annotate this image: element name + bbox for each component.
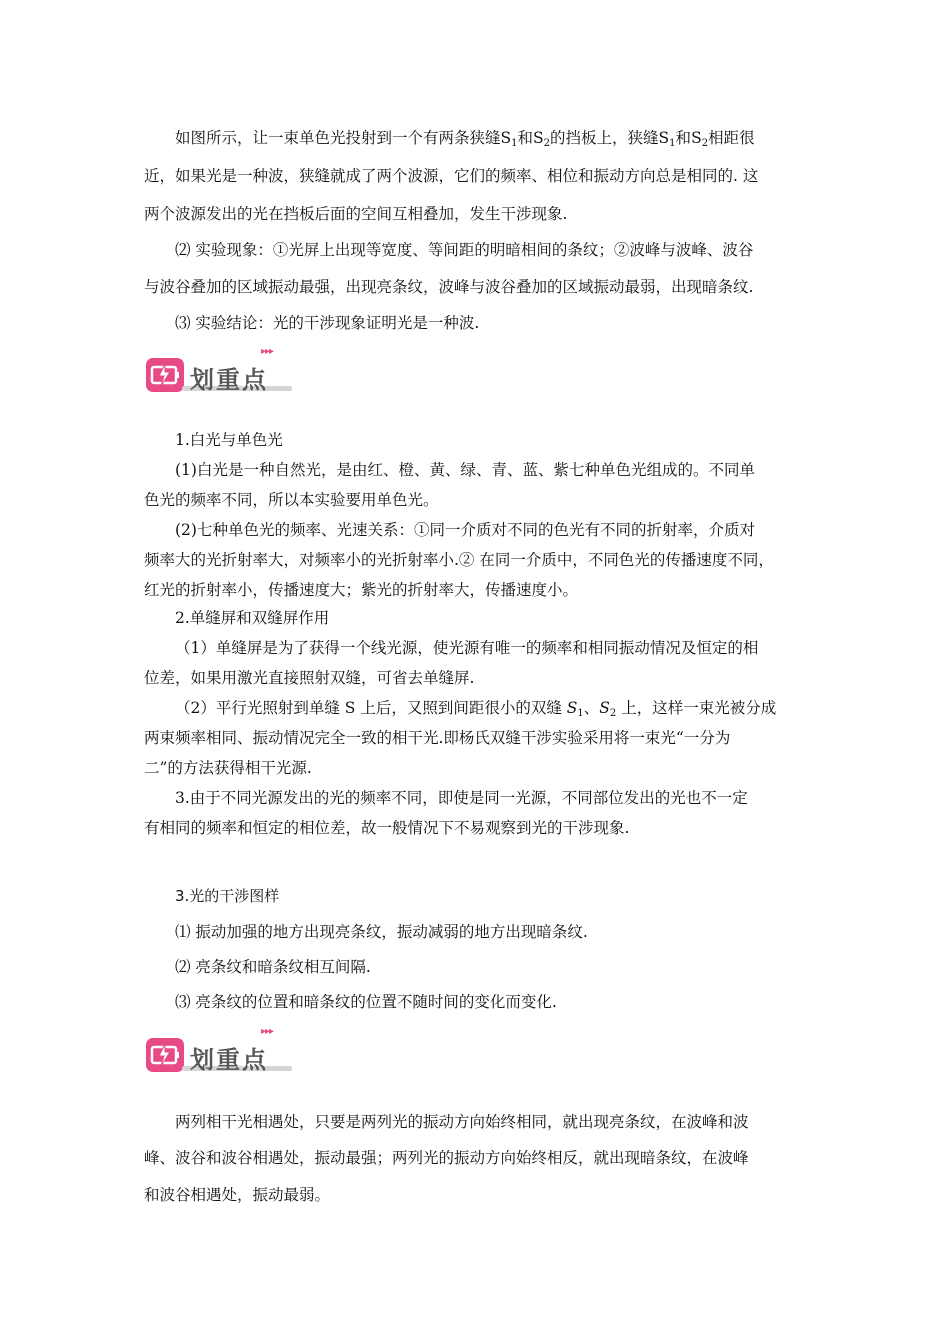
text: 的挡板上，狭缝	[550, 129, 659, 147]
s2-line-1: ⑴ 振动加强的地方出现亮条纹，振动减弱的地方出现暗条纹.	[175, 923, 588, 941]
s3-line-2: 峰、波谷和波谷相遇处，振动最强；两列光的振动方向始终相反，就出现暗条纹，在波峰	[144, 1149, 749, 1167]
text: 上，这样一束光被分成	[616, 699, 777, 717]
s2-heading: 3.光的干涉图样	[175, 887, 280, 905]
s1-line-12: 二”的方法获得相干光源.	[144, 759, 312, 777]
s1-line-10	[175, 698, 776, 718]
symbol-s: S	[533, 129, 544, 147]
symbol-s: S	[658, 129, 670, 147]
symbol-s: S	[599, 699, 610, 717]
key-point-badge	[146, 346, 292, 396]
badge-label: 划重点	[190, 1046, 268, 1074]
symbol-s: S	[566, 699, 578, 717]
s1-line-11: 两束频率相同、振动情况完全一致的相干光.即杨氏双缝干涉实验采用将一束光“一分为	[144, 729, 731, 747]
intro-line-4: ⑵ 实验现象：①光屏上出现等宽度、等间距的明暗相间的条纹；②波峰与波峰、波谷	[175, 241, 754, 259]
s3-line-3: 和波谷相遇处，振动最弱。	[144, 1186, 331, 1204]
s2-line-3: ⑶ 亮条纹的位置和暗条纹的位置不随时间的变化而变化.	[175, 993, 557, 1011]
subscript: 2	[701, 138, 709, 149]
arrows-icon: ▸▸▸	[261, 1026, 274, 1037]
lightning-icon	[146, 358, 184, 392]
symbol-s: S	[691, 129, 702, 147]
intro-line-2: 近，如果光是一种波，狭缝就成了两个波源，它们的频率、相位和振动方向总是相同的. 这	[144, 167, 759, 185]
symbol-s: S	[500, 129, 512, 147]
intro-line-3: 两个波源发出的光在挡板后面的空间互相叠加，发生干涉现象.	[144, 205, 568, 223]
subscript: 1	[669, 138, 676, 149]
text: 和	[517, 129, 534, 147]
intro-line-1	[175, 128, 755, 148]
key-point-badge	[146, 1026, 292, 1076]
text: 如图所示，让一束单色光投射到一个有两条狭缝	[175, 129, 501, 147]
intro-line-5: 与波谷叠加的区域振动最强，出现亮条纹，波峰与波谷叠加的区域振动最弱，出现暗条纹.	[144, 278, 754, 296]
subscript: 1	[577, 708, 584, 719]
subscript: 2	[543, 138, 551, 149]
text: 、	[583, 699, 600, 717]
text: 和	[675, 129, 692, 147]
s1-line-7: 2.单缝屏和双缝屏作用	[175, 609, 330, 627]
s2-line-2: ⑵ 亮条纹和暗条纹相互间隔.	[175, 958, 371, 976]
subscript: 1	[511, 138, 518, 149]
s1-line-4: (2)七种单色光的频率、光速关系：①同一介质对不同的色光有不同的折射率，介质对	[175, 521, 755, 539]
badge-label: 划重点	[190, 366, 268, 394]
s1-line-14: 有相同的频率和恒定的相位差，故一般情况下不易观察到光的干涉现象.	[144, 819, 630, 837]
s1-line-5: 频率大的光折射率大，对频率小的光折射率小.② 在同一介质中，不同色光的传播速度不同，	[144, 551, 774, 569]
subscript: 2	[609, 708, 617, 719]
s1-line-8: （1）单缝屏是为了获得一个线光源，使光源有唯一的频率和相同振动情况及恒定的相	[175, 639, 759, 657]
s1-line-3: 色光的频率不同，所以本实验要用单色光。	[144, 491, 439, 509]
s1-line-13: 3.由于不同光源发出的光的频率不同，即使是同一光源，不同部位发出的光也不一定	[175, 789, 748, 807]
lightning-icon	[146, 1038, 184, 1072]
intro-line-6: ⑶ 实验结论：光的干涉现象证明光是一种波.	[175, 314, 480, 332]
s1-line-9: 位差，如果用激光直接照射双缝，可省去单缝屏.	[144, 669, 475, 687]
text: （2）平行光照射到单缝 S 上后，又照到间距很小的双缝	[175, 699, 567, 717]
arrows-icon: ▸▸▸	[261, 346, 274, 357]
s1-line-6: 红光的折射率小，传播速度大；紫光的折射率大，传播速度小。	[144, 581, 579, 599]
text: 相距很	[708, 129, 755, 147]
s3-line-1: 两列相干光相遇处，只要是两列光的振动方向始终相同，就出现亮条纹，在波峰和波	[175, 1113, 749, 1131]
s1-line-2: (1)白光是一种自然光，是由红、橙、黄、绿、青、蓝、紫七种单色光组成的。不同单	[175, 461, 755, 479]
s1-line-1: 1.白光与单色光	[175, 431, 283, 449]
